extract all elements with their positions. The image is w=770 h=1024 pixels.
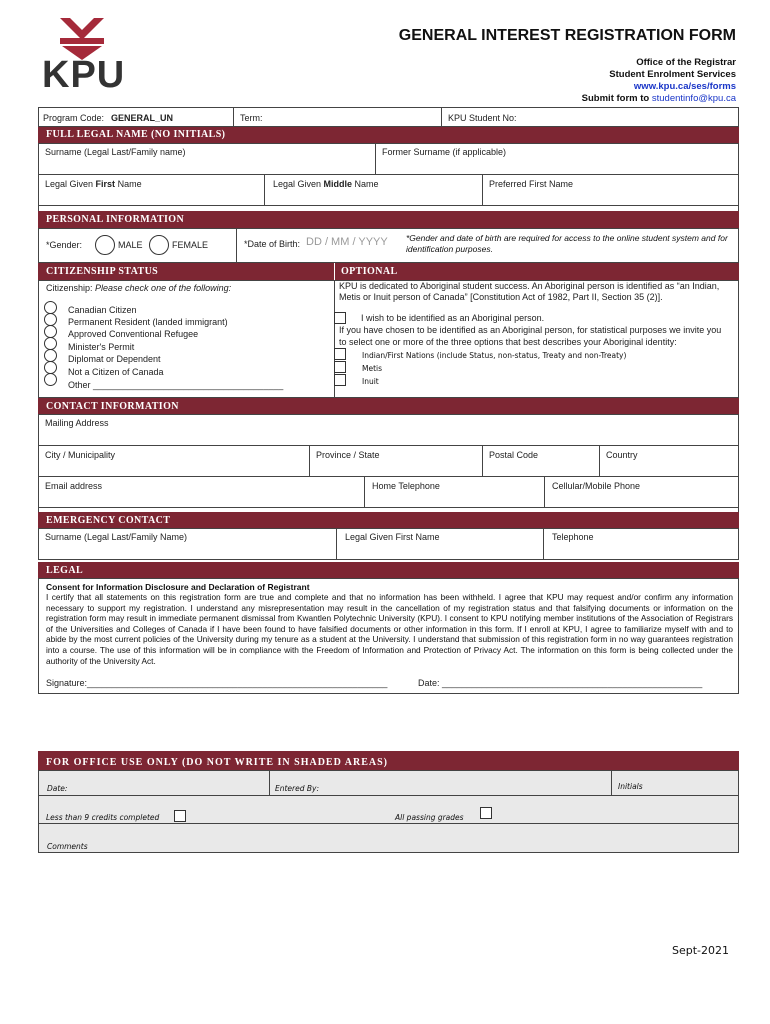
office-name: Office of the Registrar (636, 57, 736, 68)
surname-field[interactable] (38, 143, 376, 175)
section-personal: PERSONAL INFORMATION (38, 211, 739, 228)
section-citizenship: CITIZENSHIP STATUS (38, 263, 334, 280)
all-passing-checkbox (480, 807, 492, 819)
diplomat-label: Diplomat or Dependent (68, 354, 161, 364)
comments-label: Comments (47, 842, 88, 851)
gender-female-radio[interactable] (149, 235, 169, 255)
consent-body: I certify that all statements on this registration form are true and complete and that no information has been withheld. I agree that KPU may request and/or confirm any information necessary to support my registration. I understand any misrepresentation may result in the cancellation of my registration status and that falsifying documents or information on the registration form may result in immediate permanent dismissal from Kwantlen Polytechnic University (KPU). I consent to KPU notifying member institutions of the Association of Registrars of the Universities and Colleges of Canada if I have been found to have falsified documents or other information in this form. If I enroll at KPU, I agree to familiarize myself with and to abide by the most current policies of the University during my tenure as a student at the University. I understand that submission of this registration form in no way guarantees registration into a course. The use of this information will be in compliance with the Freedom of Information and Protection of Privacy Act. The information on this form is being collected under the authority of the University Act. (46, 592, 733, 666)
initials-label: Initials (618, 782, 643, 791)
student-no-label: KPU Student No: (448, 113, 517, 123)
province-label: Province / State (316, 450, 380, 460)
aboriginal-intro: KPU is dedicated to Aboriginal student success. An Aboriginal person is identified as “an Indian, Metis or Inuit person of Canada” [Constitution Act of 1982, Part II, Section 35 (2)]. (339, 281, 720, 302)
given-first-field[interactable] (38, 174, 265, 206)
aboriginal-identify-checkbox[interactable] (334, 312, 346, 324)
first-nations-checkbox[interactable] (334, 348, 346, 360)
other-label: Other ______________________________________ (68, 380, 284, 390)
citizen-option-label: Canadian Citizen (68, 305, 137, 315)
preferred-name-label: Preferred First Name (489, 179, 574, 189)
section-legal: LEGAL (38, 562, 739, 579)
first-nations-label: Indian/First Nations (include Status, non-status, Treaty and non-Treaty) (362, 351, 627, 360)
metis-label: Metis (362, 364, 383, 373)
program-code-cell[interactable] (38, 107, 234, 127)
gender-male-label: MALE (118, 240, 143, 250)
citizenship-prompt: Citizenship: Please check one of the following: (46, 283, 232, 293)
submit-line (582, 93, 736, 105)
given-middle-label: Legal Given Middle Name (273, 179, 379, 189)
service-name: Student Enrolment Services (609, 69, 736, 80)
submit-email-link[interactable]: studentinfo@kpu.ca (651, 93, 736, 104)
former-surname-label: Former Surname (if applicable) (382, 147, 507, 157)
city-field[interactable] (38, 445, 310, 477)
preferred-name-field[interactable] (482, 174, 739, 206)
gender-dob-divider (236, 228, 237, 263)
mailing-address-field[interactable] (38, 414, 739, 446)
kpu-logo (40, 16, 126, 96)
term-cell[interactable] (233, 107, 442, 127)
emergency-given-label: Legal Given First Name (345, 532, 440, 542)
emergency-given-field[interactable] (336, 528, 544, 560)
cell-phone-field[interactable] (544, 476, 739, 508)
country-field[interactable] (599, 445, 739, 477)
city-label: City / Municipality (45, 450, 116, 460)
term-label: Term: (240, 113, 263, 123)
cell-label: Cellular/Mobile Phone (552, 481, 641, 491)
less-than-credits-checkbox (174, 810, 186, 822)
all-passing-label: All passing grades (395, 813, 464, 822)
not-citizen-label: Not a Citizen of Canada (68, 367, 164, 377)
emergency-surname-label: Surname (Legal Last/Family Name) (45, 532, 188, 542)
section-legal-name: FULL LEGAL NAME (NO INITIALS) (38, 127, 739, 143)
logo-text: KPU (42, 54, 126, 96)
former-surname-field[interactable] (375, 143, 739, 175)
student-no-cell[interactable] (441, 107, 739, 127)
forms-link[interactable]: www.kpu.ca/ses/forms (633, 81, 736, 92)
other-radio[interactable] (44, 373, 57, 386)
office-date-label: Date: (47, 784, 68, 793)
section-contact: CONTACT INFORMATION (38, 398, 739, 415)
email-field[interactable] (38, 476, 365, 508)
program-code-value: GENERAL_UN (111, 113, 174, 123)
office-date-field (38, 770, 270, 796)
gender-male-radio[interactable] (95, 235, 115, 255)
less-than-credits-label: Less than 9 credits completed (46, 813, 160, 822)
emergency-telephone-field[interactable] (543, 528, 739, 560)
program-code-label: Program Code: (43, 113, 105, 123)
metis-checkbox[interactable] (334, 361, 346, 373)
office-initials-field (611, 770, 739, 796)
email-label: Email address (45, 481, 103, 491)
gender-female-label: FEMALE (172, 240, 209, 250)
office-comments-field (38, 823, 739, 853)
province-field[interactable] (309, 445, 483, 477)
gender-label: *Gender: (46, 240, 83, 250)
permanent-resident-label: Permanent Resident (landed immigrant) (68, 317, 228, 327)
ministers-permit-label: Minister's Permit (68, 342, 135, 352)
aboriginal-identify-label: I wish to be identified as an Aboriginal person. (361, 313, 545, 323)
given-middle-field[interactable] (264, 174, 483, 206)
version-date: Sept-2021 (672, 944, 730, 957)
emergency-telephone-label: Telephone (552, 532, 594, 542)
postal-code-field[interactable] (482, 445, 600, 477)
aboriginal-instructions: If you have chosen to be identified as an Aboriginal person, for statistical purposes we invite you to select one or more of the three options that best describes your Aboriginal identity: (339, 325, 722, 347)
home-tel-label: Home Telephone (372, 481, 440, 491)
office-block (582, 57, 736, 105)
date-line[interactable]: Date: ____________________________________________________ (418, 678, 703, 688)
section-office: FOR OFFICE USE ONLY (DO NOT WRITE IN SHADED AREAS) (38, 751, 739, 771)
emergency-surname-field[interactable] (38, 528, 337, 560)
mailing-label: Mailing Address (45, 418, 109, 428)
section-optional: OPTIONAL (334, 263, 739, 280)
office-entered-by-field (269, 770, 612, 796)
consent-heading: Consent for Information Disclosure and Declaration of Registrant (46, 582, 310, 592)
given-first-label: Legal Given First Name (45, 179, 142, 189)
surname-label: Surname (Legal Last/Family name) (45, 147, 186, 157)
postal-label: Postal Code (489, 450, 539, 460)
section-emergency: EMERGENCY CONTACT (38, 512, 739, 529)
inuit-checkbox[interactable] (334, 374, 346, 386)
dob-label: *Date of Birth: (244, 239, 301, 249)
entered-by-label: Entered By: (275, 784, 320, 793)
country-label: Country (606, 450, 638, 460)
submit-label: Submit form to (581, 93, 650, 104)
dob-input[interactable]: DD / MM / YYYY (306, 236, 388, 248)
form-title: GENERAL INTEREST REGISTRATION FORM (398, 27, 736, 44)
refugee-label: Approved Conventional Refugee (68, 329, 199, 339)
inuit-label: Inuit (362, 377, 379, 386)
home-telephone-field[interactable] (364, 476, 545, 508)
required-note: *Gender and date of birth are required for access to the online student system and for identification purposes. (406, 233, 728, 254)
signature-line[interactable]: Signature:____________________________________________________________ (46, 678, 388, 688)
